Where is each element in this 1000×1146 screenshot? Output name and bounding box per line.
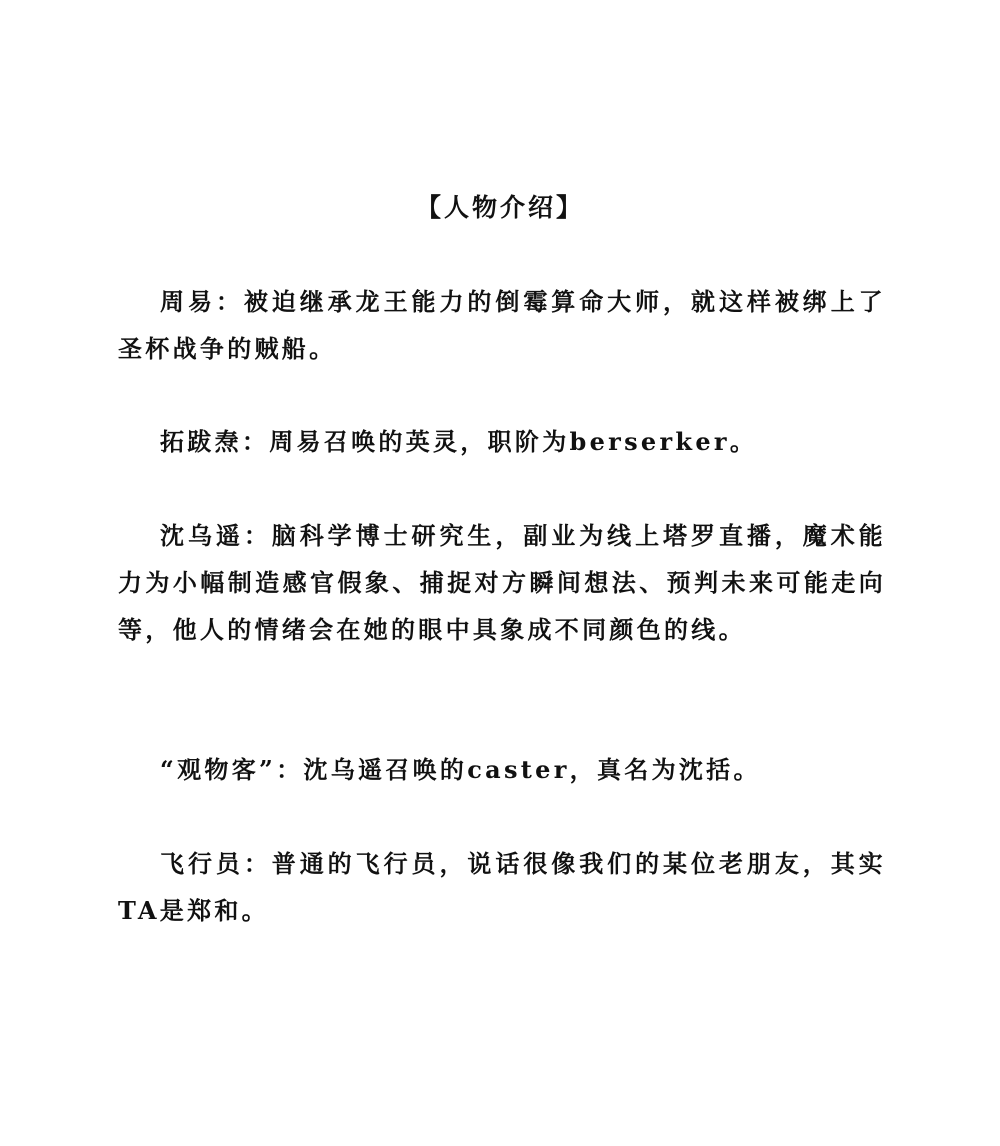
character-shen-wuyao: 沈乌遥：脑科学博士研究生，副业为线上塔罗直播，魔术能力为小幅制造感官假象、捕捉对方瞬间想法、预判未来可能走向等，他人的情绪会在她的眼中具象成不同颜色的线。: [118, 521, 886, 644]
section-title: 【人物介绍】: [415, 193, 584, 222]
character-zhou-yi: 周易：被迫继承龙王能力的倒霉算命大师，就这样被绑上了圣杯战争的贼船。: [118, 287, 886, 363]
character-guanwuke: “观物客”：沈乌遥召唤的caster，真名为沈括。: [160, 755, 761, 784]
character-tuoba-tao: 拓跋焘：周易召唤的英灵，职阶为berserker。: [160, 427, 758, 456]
character-pilot: 飞行员：普通的飞行员，说话很像我们的某位老朋友，其实TA是郑和。: [118, 849, 886, 925]
